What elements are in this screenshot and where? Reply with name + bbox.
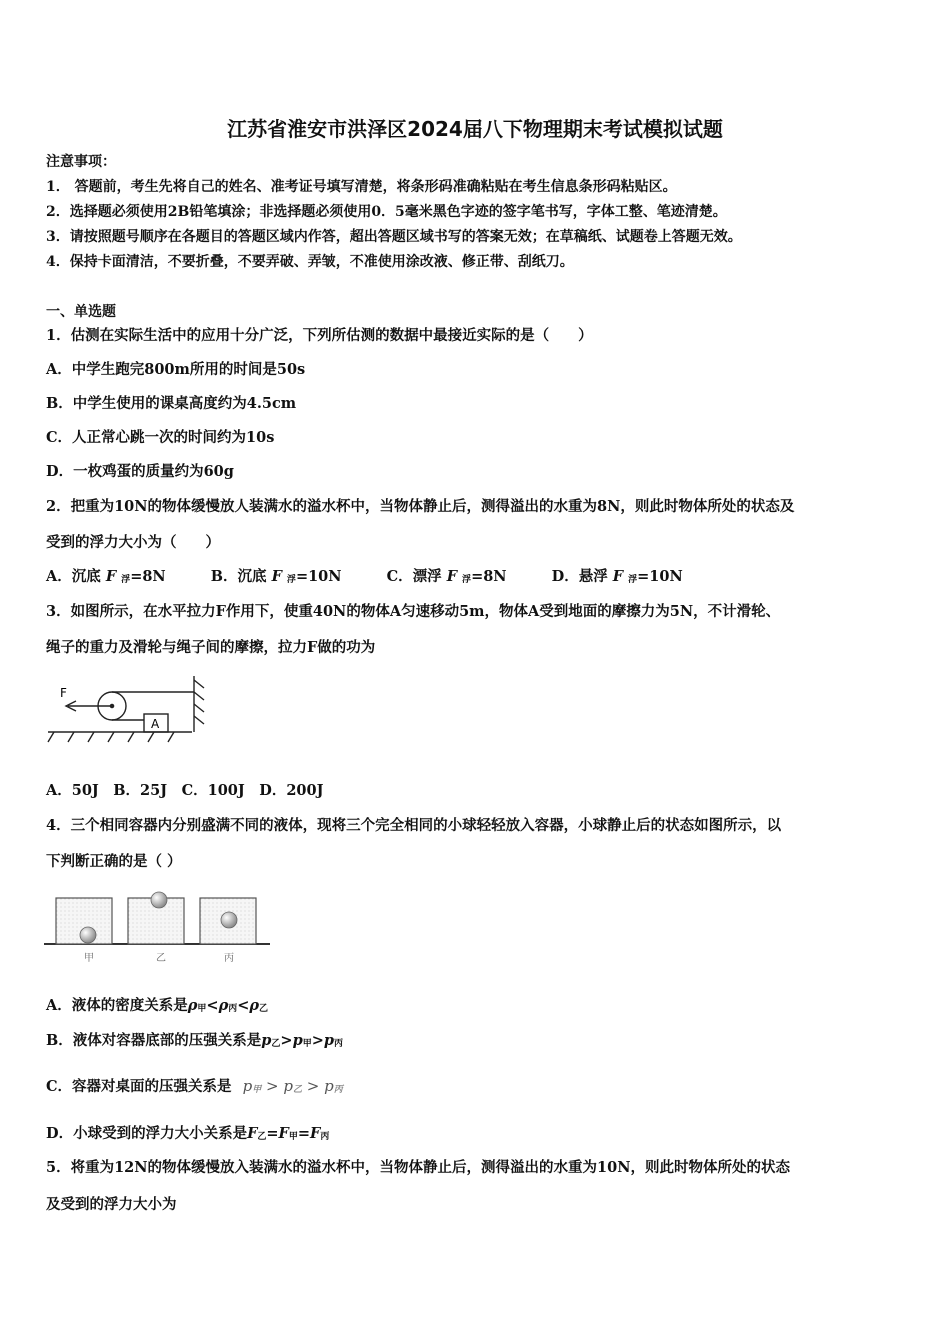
q3-options: A．50J B．25J C．100J D．200J: [46, 782, 324, 799]
q1-option-b: B．中学生使用的课桌高度约为4.5cm: [46, 395, 297, 412]
q4-stem-line2: 下判断正确的是（ ）: [46, 853, 182, 870]
q1-option-c: C．人正常心跳一次的时间约为10s: [46, 429, 275, 446]
q3-stem-line2: 绳子的重力及滑轮与绳子间的摩擦，拉力F做的功为: [46, 639, 376, 656]
containers-diagram: [44, 886, 274, 966]
q5-stem-line1: 5．将重为12N的物体缓慢放入装满水的溢水杯中，当物体静止后，测得溢出的水重为10N，则此时物体所处的状态: [46, 1159, 790, 1176]
notes-heading: 注意事项：: [46, 154, 116, 170]
q4-stem-line1: 4．三个相同容器内分别盛满不同的液体，现将三个完全相同的小球轻轻放入容器，小球静止后的状态如图所示，以: [46, 817, 782, 834]
pressure-expression: p甲 > p乙 > p丙: [242, 1077, 343, 1095]
label-bing: 丙: [224, 953, 234, 964]
ball-jia: [80, 927, 96, 943]
q2-option-a: A．沉底 F 浮=8N: [46, 568, 166, 585]
q3-stem-line1: 3．如图所示，在水平拉力F作用下，使重40N的物体A匀速移动5m，物体A受到地面的摩擦力为5N，不计滑轮、: [46, 603, 781, 620]
page-title: 江苏省淮安市洪泽区2024届八下物理期末考试模拟试题: [227, 117, 723, 141]
pulley-diagram: [44, 672, 214, 748]
q4-option-c: C．容器对桌面的压强关系是 p甲 > p乙 > p丙: [46, 1077, 343, 1095]
note-item-4: 4．保持卡面清洁，不要折叠，不要弄破、弄皱，不准使用涂改液、修正带、刮纸刀。: [46, 254, 574, 270]
q5-stem-line2: 及受到的浮力大小为: [46, 1196, 177, 1213]
q1-option-d: D．一枚鸡蛋的质量约为60g: [46, 463, 234, 480]
q1-stem: 1．估测在实际生活中的应用十分广泛，下列所估测的数据中最接近实际的是（ ）: [46, 327, 593, 344]
q4-option-b: B．液体对容器底部的压强关系是p乙>p甲>p丙: [46, 1032, 344, 1049]
q2-options: [46, 567, 723, 590]
note-item-2: 2．选择题必须使用2B铅笔填涂；非选择题必须使用0．5毫米黑色字迹的签字笔书写，字体工整、笔迹清楚。: [46, 204, 727, 220]
block-label: A: [151, 717, 160, 731]
q4-option-a: A．液体的密度关系是ρ甲<ρ丙<ρ乙: [46, 997, 269, 1014]
q2-option-b: B．沉底 F 浮=10N: [210, 568, 342, 585]
note-item-3: 3．请按照题号顺序在各题目的答题区域内作答，超出答题区域书写的答案无效；在草稿纸、试题卷上答题无效。: [46, 229, 742, 245]
q2-stem-line1: 2．把重为10N的物体缓慢放人装满水的溢水杯中，当物体静止后，测得溢出的水重为8N，则此时物体所处的状态及: [46, 498, 795, 515]
q2-option-d: D．悬浮 F 浮=10N: [551, 568, 683, 585]
ball-bing: [221, 912, 237, 928]
force-label: F: [60, 686, 67, 700]
q2-option-c: C．漂浮 F 浮=8N: [386, 568, 507, 585]
label-jia: 甲: [84, 953, 94, 964]
section-heading: 一、单选题: [46, 304, 116, 320]
q1-option-a: A．中学生跑完800m所用的时间是50s: [46, 361, 306, 378]
q2-stem-line2: 受到的浮力大小为（ ）: [46, 534, 220, 551]
note-item-1: 1． 答题前，考生先将自己的姓名、准考证号填写清楚，将条形码准确粘贴在考生信息条形码粘贴区。: [46, 179, 677, 195]
q4-option-d: D．小球受到的浮力大小关系是F乙=F甲=F丙: [46, 1125, 330, 1142]
ball-yi: [151, 892, 167, 908]
label-yi: 乙: [156, 953, 166, 964]
